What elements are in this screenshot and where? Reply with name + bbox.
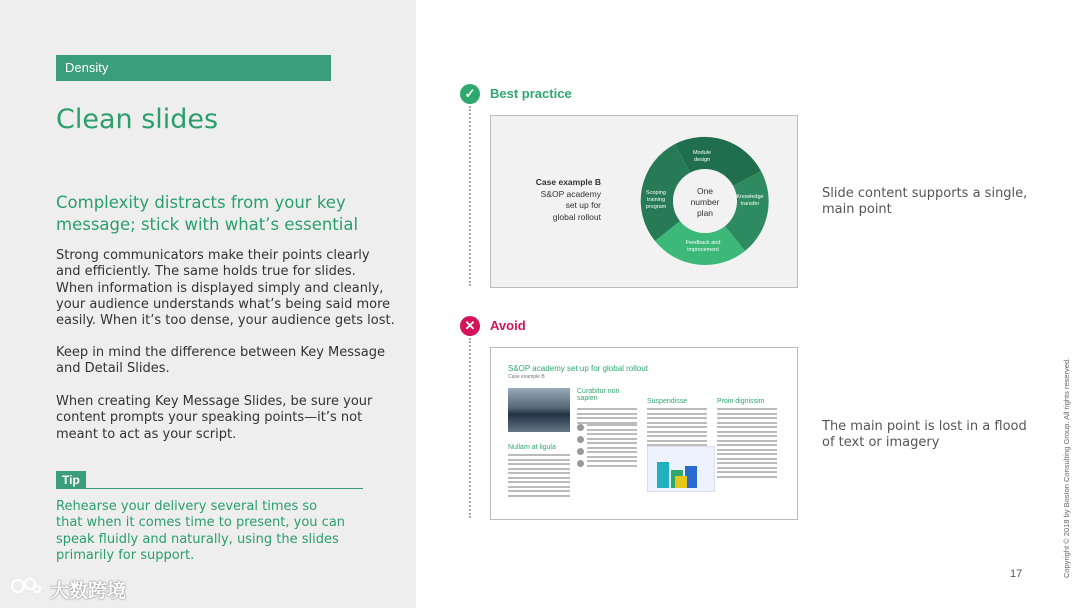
center-line-3: plan [696, 208, 714, 218]
segment-label-scoping: Scoping training program [645, 190, 667, 210]
best-practice-slide-thumbnail [490, 115, 798, 288]
timeline-best [469, 106, 471, 286]
case-title: Case example B [535, 177, 601, 187]
avoid-note: The main point is lost in a flood of text or imagery [822, 419, 1027, 450]
body-paragraph-2: Keep in mind the difference between Key Message and Detail Slides. [56, 345, 386, 377]
tip-label: Tip [56, 471, 86, 489]
close-icon: ✕ [460, 316, 480, 336]
tip-divider [56, 488, 363, 489]
segment-label-module: Module design [692, 150, 712, 163]
segment-label-knowledge: Knowledge transfer [736, 194, 764, 207]
center-line-1: One [696, 186, 714, 196]
section-label: Density [56, 55, 331, 81]
body-paragraph-1: Strong communicators make their points clearly and efficiently. The same holds true for slides. When information is displayed simply and cleanly, your audience understands what’s being said more easily. When it’s too dense, your audience gets lost. [56, 248, 395, 329]
avoid-thumb-title: S&OP academy set up for global rollout [508, 364, 648, 373]
case-line-2: set up for [565, 200, 601, 210]
bullet-dot [577, 424, 584, 431]
tip-text: Rehearse your delivery several times so that when it comes time to present, you can speak fluidly and naturally, using the slides primarily for support. [56, 499, 346, 563]
3d-bar-chart [647, 446, 715, 492]
case-example-text [501, 177, 601, 223]
avoid-text-block-2 [587, 424, 637, 469]
copyright-text: Copyright © 2018 by Boston Consulting Group. All rights reserved. [1062, 357, 1071, 578]
avoid-slide-thumbnail [490, 347, 798, 520]
check-icon: ✓ [460, 84, 480, 104]
case-line-3: global rollout [552, 211, 601, 222]
avoid-text-block-3 [647, 408, 707, 449]
avoid-text-block-5 [508, 454, 570, 499]
avoid-col-head-1: Curabitur non sapien [577, 388, 620, 402]
center-line-2: number [690, 197, 720, 207]
watermark-text: 大数跨境 [50, 581, 127, 602]
body-paragraph-3: When creating Key Message Slides, be sure your content prompts your speaking points—it’s not meant to act as your script. [56, 394, 373, 442]
landscape-photo [508, 388, 570, 432]
segment-label-feedback: Feedback and improvement [685, 240, 721, 253]
donut-center-label [677, 186, 733, 219]
best-practice-label: Best practice [490, 86, 572, 101]
avoid-thumb-subtitle: Case example B [508, 374, 545, 380]
avoid-text-block-4 [717, 408, 777, 480]
bullet-dot [577, 460, 584, 467]
case-line-1: S&OP academy [540, 188, 601, 199]
avoid-label: Avoid [490, 318, 526, 333]
avoid-col-head-4: Nullam at ligula [508, 444, 556, 451]
subtitle: Complexity distracts from your key message; stick with what’s essential [56, 193, 359, 234]
bullet-dot [577, 436, 584, 443]
avoid-col-head-3: Proin dignissim [717, 398, 765, 405]
avoid-col-head-2: Suspendisse [647, 398, 688, 405]
best-practice-note: Slide content supports a single, main point [822, 186, 1028, 217]
page-title: Clean slides [56, 104, 219, 135]
bullet-dot [577, 448, 584, 455]
watermark-logo-icon [10, 575, 42, 597]
timeline-avoid [469, 338, 471, 518]
page-number: 17 [1010, 568, 1023, 580]
